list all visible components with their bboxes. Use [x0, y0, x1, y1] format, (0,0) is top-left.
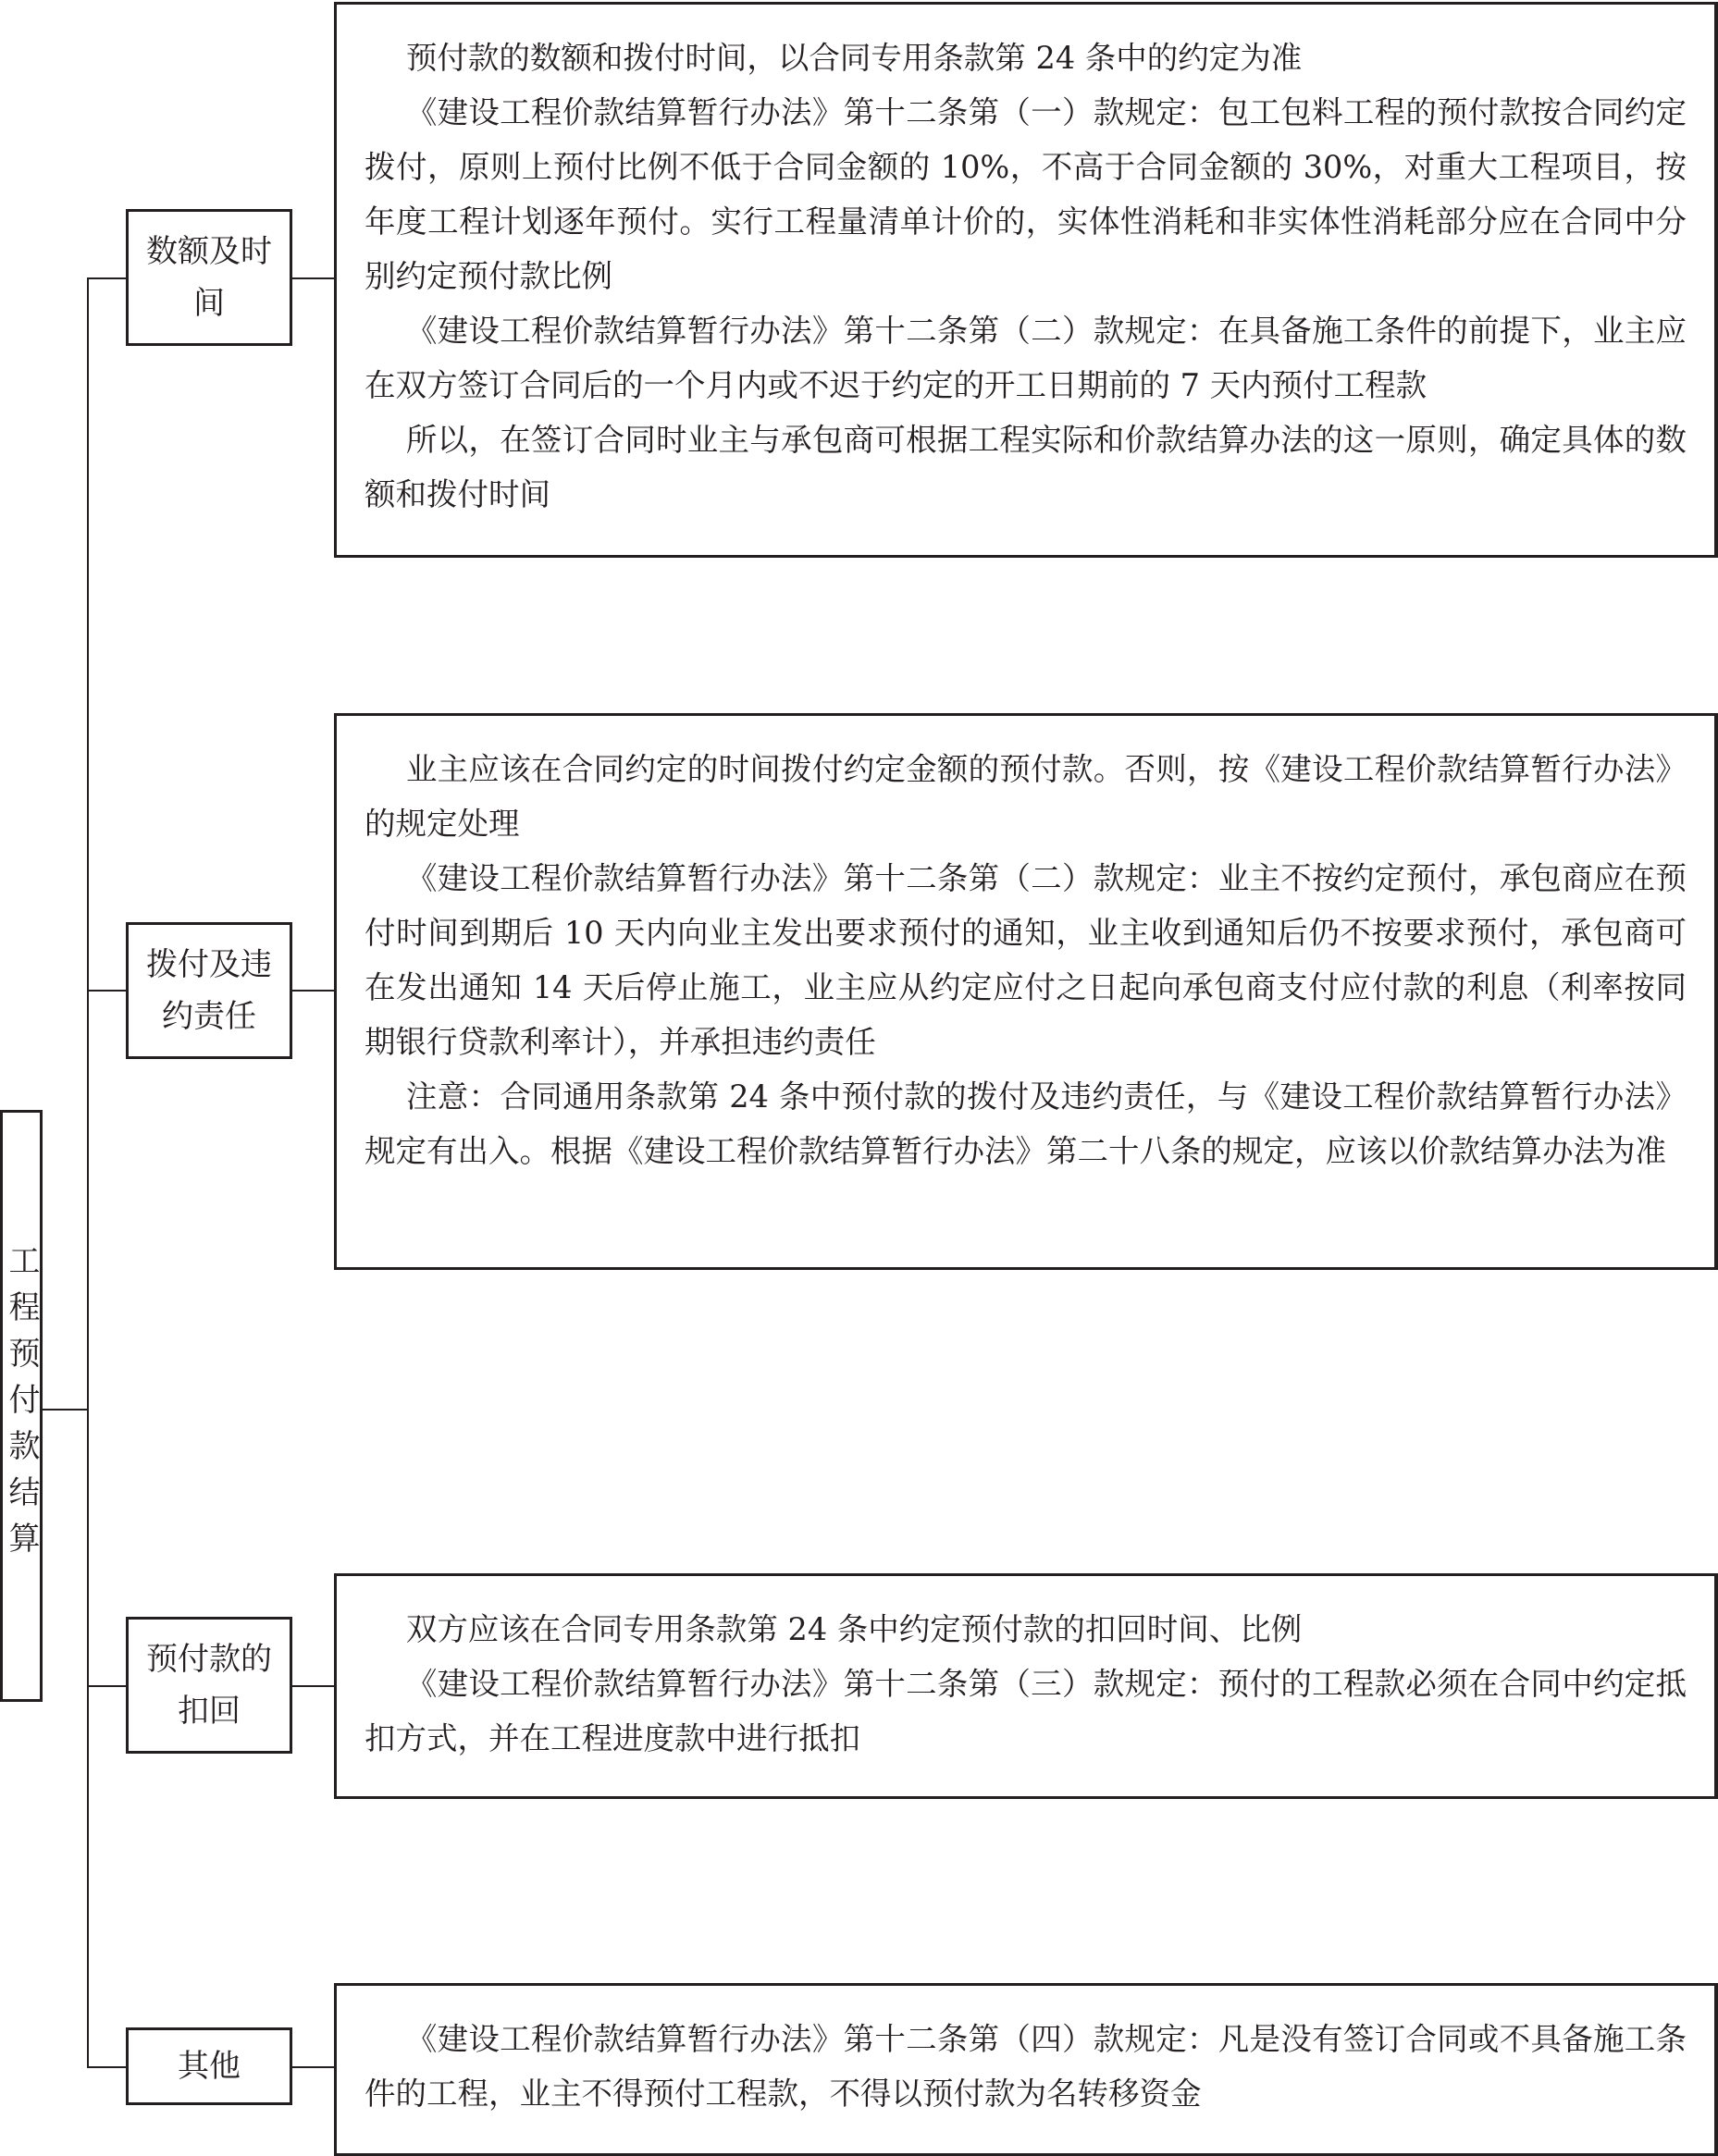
paragraph: 《建设工程价款结算暂行办法》第十二条第（一）款规定：包工包料工程的预付款按合同约定拨付，原则上预付比例不低于合同金额的 10%，不高于合同金额的 30%，对重大工程项目，按年度工程计划逐年预付。实行工程量清单计价的，实体性消耗和非实体性消耗部分应在合同中分别约定预付款比例 — [365, 94, 1687, 294]
paragraph: 《建设工程价款结算暂行办法》第十二条第（二）款规定：业主不按约定预付，承包商应在预付时间到期后 10 天内向业主发出要求预付的通知，业主收到通知后仍不按要求预付，承包商可在发出通知 14 天后停止施工，业主应从约定应付之日起向承包商支付应付款的利息（利率按同期银行贷款利率计），并承担违约责任 — [365, 860, 1687, 1060]
category-node-other — [126, 2027, 292, 2105]
branch-connector-2 — [87, 990, 126, 992]
category-node-amount-time — [126, 209, 292, 346]
root-label: 工程预付款结算 — [3, 1244, 40, 1568]
category-label: 拨付及违约责任 — [146, 946, 272, 1035]
root-node — [0, 1110, 43, 1702]
paragraph: 业主应该在合同约定的时间拨付约定金额的预付款。否则，按《建设工程价款结算暂行办法》的规定处理 — [365, 751, 1687, 842]
content-box-deduction — [334, 1573, 1718, 1799]
content-connector-2 — [292, 990, 334, 992]
content-box-other — [334, 1983, 1718, 2156]
branch-connector-3 — [87, 1685, 126, 1687]
paragraph: 所以，在签订合同时业主与承包商可根据工程实际和价款结算办法的这一原则，确定具体的数额和拨付时间 — [365, 422, 1687, 512]
paragraph: 预付款的数额和拨付时间，以合同专用条款第 24 条中的约定为准 — [405, 40, 1303, 76]
root-connector — [43, 1409, 88, 1411]
content-box-payment-liability — [334, 713, 1718, 1270]
paragraph: 注意：合同通用条款第 24 条中预付款的拨付及违约责任，与《建设工程价款结算暂行办法》规定有出入。根据《建设工程价款结算暂行办法》第二十八条的规定，应该以价款结算办法为准 — [365, 1078, 1687, 1169]
branch-connector-1 — [87, 277, 126, 279]
paragraph: 《建设工程价款结算暂行办法》第十二条第（二）款规定：在具备施工条件的前提下，业主应在双方签订合同后的一个月内或不迟于约定的开工日期前的 7 天内预付工程款 — [365, 313, 1687, 403]
paragraph: 《建设工程价款结算暂行办法》第十二条第（三）款规定：预付的工程款必须在合同中约定抵扣方式，并在工程进度款中进行抵扣 — [365, 1666, 1687, 1756]
trunk-line — [87, 277, 89, 2067]
content-connector-1 — [292, 277, 334, 279]
content-box-amount-time — [334, 2, 1718, 558]
paragraph: 双方应该在合同专用条款第 24 条中约定预付款的扣回时间、比例 — [405, 1611, 1303, 1647]
category-label: 数额及时间 — [146, 233, 272, 322]
category-label: 其他 — [178, 2048, 241, 2085]
branch-connector-4 — [87, 2066, 126, 2068]
category-node-deduction — [126, 1617, 292, 1754]
category-node-payment-liability — [126, 922, 292, 1059]
content-connector-4 — [292, 2066, 334, 2068]
category-label: 预付款的扣回 — [146, 1641, 272, 1730]
content-connector-3 — [292, 1685, 334, 1687]
paragraph: 《建设工程价款结算暂行办法》第十二条第（四）款规定：凡是没有签订合同或不具备施工条件的工程，业主不得预付工程款，不得以预付款为名转移资金 — [365, 2021, 1687, 2112]
